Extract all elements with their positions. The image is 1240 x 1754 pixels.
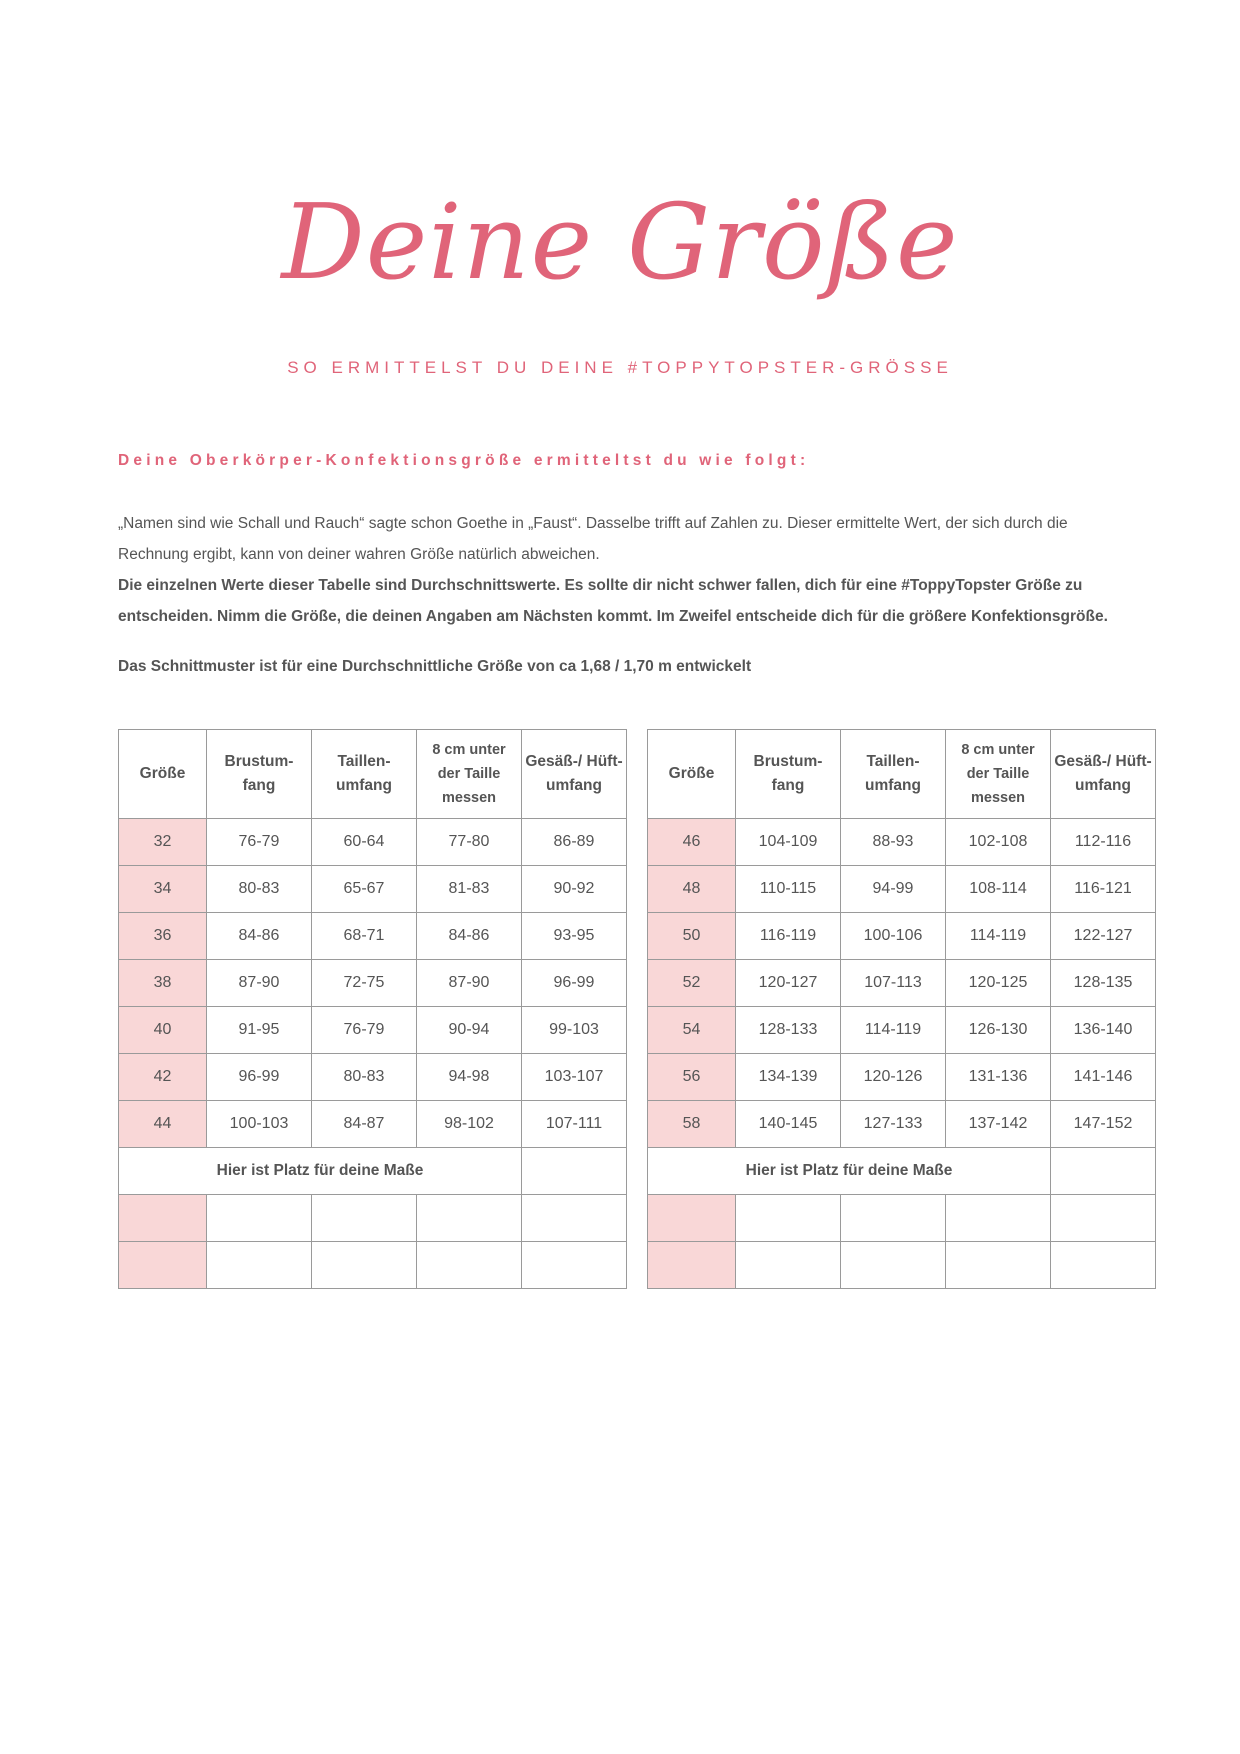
table-row xyxy=(119,1007,627,1054)
header-size: Größe xyxy=(648,730,736,819)
empty-measurement-cell xyxy=(417,1242,522,1289)
size-cell: 54 xyxy=(648,1007,736,1054)
hip-cell: 136-140 xyxy=(1051,1007,1156,1054)
bust-cell: 128-133 xyxy=(736,1007,841,1054)
bust-cell: 104-109 xyxy=(736,819,841,866)
table-row xyxy=(119,866,627,913)
pattern-height-note: Das Schnittmuster ist für eine Durchschnittliche Größe von ca 1,68 / 1,70 m entwickelt xyxy=(118,658,752,675)
waist-cell: 80-83 xyxy=(312,1054,417,1101)
empty-measurement-cell xyxy=(841,1242,946,1289)
empty-size-cell xyxy=(648,1242,736,1289)
empty-size-cell xyxy=(119,1242,207,1289)
size-cell: 42 xyxy=(119,1054,207,1101)
below-waist-cell: 98-102 xyxy=(417,1101,522,1148)
header-below-waist: 8 cm unter der Taille messen xyxy=(946,730,1051,819)
intro-paragraph-2: Die einzelnen Werte dieser Tabelle sind Durchschnittswerte. Es sollte dir nicht schwer fallen, dich für eine #ToppyTopster Größe zu entscheiden. Nimm die Größe, die deinen Angaben am Nächsten kommt. Im Zweifel entscheide dich für die größere Konfektionsgröße. xyxy=(118,577,1108,625)
bust-cell: 80-83 xyxy=(207,866,312,913)
waist-cell: 88-93 xyxy=(841,819,946,866)
below-waist-cell: 90-94 xyxy=(417,1007,522,1054)
table-row xyxy=(119,1101,627,1148)
table-row xyxy=(648,1007,1156,1054)
empty-measurement-cell xyxy=(312,1242,417,1289)
waist-cell: 84-87 xyxy=(312,1101,417,1148)
empty-measurement-cell xyxy=(946,1242,1051,1289)
hip-cell: 103-107 xyxy=(522,1054,627,1101)
empty-size-cell xyxy=(648,1195,736,1242)
hip-cell: 122-127 xyxy=(1051,913,1156,960)
header-hip: Gesäß-/ Hüft- umfang xyxy=(1051,730,1156,819)
table-header-row xyxy=(119,730,627,819)
hip-cell: 147-152 xyxy=(1051,1101,1156,1148)
intro-paragraph-1: „Namen sind wie Schall und Rauch“ sagte schon Goethe in „Faust“. Dasselbe trifft auf Zahlen zu. Dieser ermittelte Wert, der sich durch die Rechnung ergibt, kann von deiner wahren Größe natürlich abweichen. xyxy=(118,515,1068,563)
table-header-row xyxy=(648,730,1156,819)
below-waist-cell: 81-83 xyxy=(417,866,522,913)
header-hip: Gesäß-/ Hüft- umfang xyxy=(522,730,627,819)
below-waist-cell: 120-125 xyxy=(946,960,1051,1007)
table-row xyxy=(648,913,1156,960)
bust-cell: 100-103 xyxy=(207,1101,312,1148)
hip-cell: 96-99 xyxy=(522,960,627,1007)
empty-measurement-row xyxy=(648,1242,1156,1289)
hip-cell: 99-103 xyxy=(522,1007,627,1054)
waist-cell: 94-99 xyxy=(841,866,946,913)
size-cell: 46 xyxy=(648,819,736,866)
size-cell: 40 xyxy=(119,1007,207,1054)
size-cell: 58 xyxy=(648,1101,736,1148)
empty-measurement-cell xyxy=(946,1195,1051,1242)
empty-cell xyxy=(522,1148,627,1195)
size-cell: 38 xyxy=(119,960,207,1007)
table-row xyxy=(648,1101,1156,1148)
intro-text xyxy=(118,508,1118,632)
waist-cell: 60-64 xyxy=(312,819,417,866)
hip-cell: 107-111 xyxy=(522,1101,627,1148)
empty-measurement-cell xyxy=(312,1195,417,1242)
empty-measurement-row xyxy=(119,1242,627,1289)
header-below-waist: 8 cm unter der Taille messen xyxy=(417,730,522,819)
free-measurements-label-row xyxy=(119,1148,627,1195)
bust-cell: 116-119 xyxy=(736,913,841,960)
section-heading: Deine Oberkörper-Konfektionsgröße ermitteltst du wie folgt: xyxy=(118,452,810,469)
bust-cell: 140-145 xyxy=(736,1101,841,1148)
bust-cell: 134-139 xyxy=(736,1054,841,1101)
page-subtitle: SO ERMITTELST DU DEINE #TOPPYTOPSTER-GRÖSSE xyxy=(287,358,953,377)
empty-measurement-cell xyxy=(522,1242,627,1289)
below-waist-cell: 108-114 xyxy=(946,866,1051,913)
waist-cell: 114-119 xyxy=(841,1007,946,1054)
bust-cell: 84-86 xyxy=(207,913,312,960)
below-waist-cell: 137-142 xyxy=(946,1101,1051,1148)
empty-measurement-cell xyxy=(417,1195,522,1242)
below-waist-cell: 77-80 xyxy=(417,819,522,866)
header-waist: Taillen- umfang xyxy=(312,730,417,819)
size-cell: 32 xyxy=(119,819,207,866)
empty-measurement-cell xyxy=(207,1195,312,1242)
below-waist-cell: 94-98 xyxy=(417,1054,522,1101)
empty-measurement-cell xyxy=(1051,1242,1156,1289)
below-waist-cell: 84-86 xyxy=(417,913,522,960)
table-row xyxy=(119,1054,627,1101)
empty-measurement-cell xyxy=(736,1195,841,1242)
empty-measurement-cell xyxy=(207,1242,312,1289)
free-measurements-label: Hier ist Platz für deine Maße xyxy=(119,1148,522,1195)
empty-size-cell xyxy=(119,1195,207,1242)
table-row xyxy=(119,819,627,866)
header-size: Größe xyxy=(119,730,207,819)
empty-cell xyxy=(1051,1148,1156,1195)
waist-cell: 100-106 xyxy=(841,913,946,960)
size-cell: 50 xyxy=(648,913,736,960)
hip-cell: 86-89 xyxy=(522,819,627,866)
size-table-left xyxy=(118,729,627,1289)
size-cell: 52 xyxy=(648,960,736,1007)
empty-measurement-row xyxy=(648,1195,1156,1242)
header-waist: Taillen- umfang xyxy=(841,730,946,819)
below-waist-cell: 131-136 xyxy=(946,1054,1051,1101)
bust-cell: 120-127 xyxy=(736,960,841,1007)
hip-cell: 90-92 xyxy=(522,866,627,913)
empty-measurement-cell xyxy=(841,1195,946,1242)
size-cell: 56 xyxy=(648,1054,736,1101)
empty-measurement-row xyxy=(119,1195,627,1242)
bust-cell: 110-115 xyxy=(736,866,841,913)
below-waist-cell: 126-130 xyxy=(946,1007,1051,1054)
table-row xyxy=(648,866,1156,913)
empty-measurement-cell xyxy=(736,1242,841,1289)
page-title: Deine Größe xyxy=(281,181,959,303)
bust-cell: 76-79 xyxy=(207,819,312,866)
waist-cell: 65-67 xyxy=(312,866,417,913)
bust-cell: 96-99 xyxy=(207,1054,312,1101)
hip-cell: 128-135 xyxy=(1051,960,1156,1007)
empty-measurement-cell xyxy=(1051,1195,1156,1242)
hip-cell: 93-95 xyxy=(522,913,627,960)
header-bust: Brustum- fang xyxy=(736,730,841,819)
empty-measurement-cell xyxy=(522,1195,627,1242)
size-cell: 34 xyxy=(119,866,207,913)
waist-cell: 120-126 xyxy=(841,1054,946,1101)
header-bust: Brustum- fang xyxy=(207,730,312,819)
bust-cell: 91-95 xyxy=(207,1007,312,1054)
below-waist-cell: 102-108 xyxy=(946,819,1051,866)
hip-cell: 141-146 xyxy=(1051,1054,1156,1101)
size-cell: 36 xyxy=(119,913,207,960)
table-row xyxy=(648,1054,1156,1101)
size-table-right xyxy=(647,729,1156,1289)
bust-cell: 87-90 xyxy=(207,960,312,1007)
waist-cell: 76-79 xyxy=(312,1007,417,1054)
size-cell: 44 xyxy=(119,1101,207,1148)
table-row xyxy=(119,960,627,1007)
waist-cell: 72-75 xyxy=(312,960,417,1007)
waist-cell: 127-133 xyxy=(841,1101,946,1148)
free-measurements-label: Hier ist Platz für deine Maße xyxy=(648,1148,1051,1195)
hip-cell: 116-121 xyxy=(1051,866,1156,913)
size-cell: 48 xyxy=(648,866,736,913)
waist-cell: 107-113 xyxy=(841,960,946,1007)
table-row xyxy=(119,913,627,960)
free-measurements-label-row xyxy=(648,1148,1156,1195)
table-row xyxy=(648,819,1156,866)
waist-cell: 68-71 xyxy=(312,913,417,960)
below-waist-cell: 114-119 xyxy=(946,913,1051,960)
below-waist-cell: 87-90 xyxy=(417,960,522,1007)
table-row xyxy=(648,960,1156,1007)
hip-cell: 112-116 xyxy=(1051,819,1156,866)
